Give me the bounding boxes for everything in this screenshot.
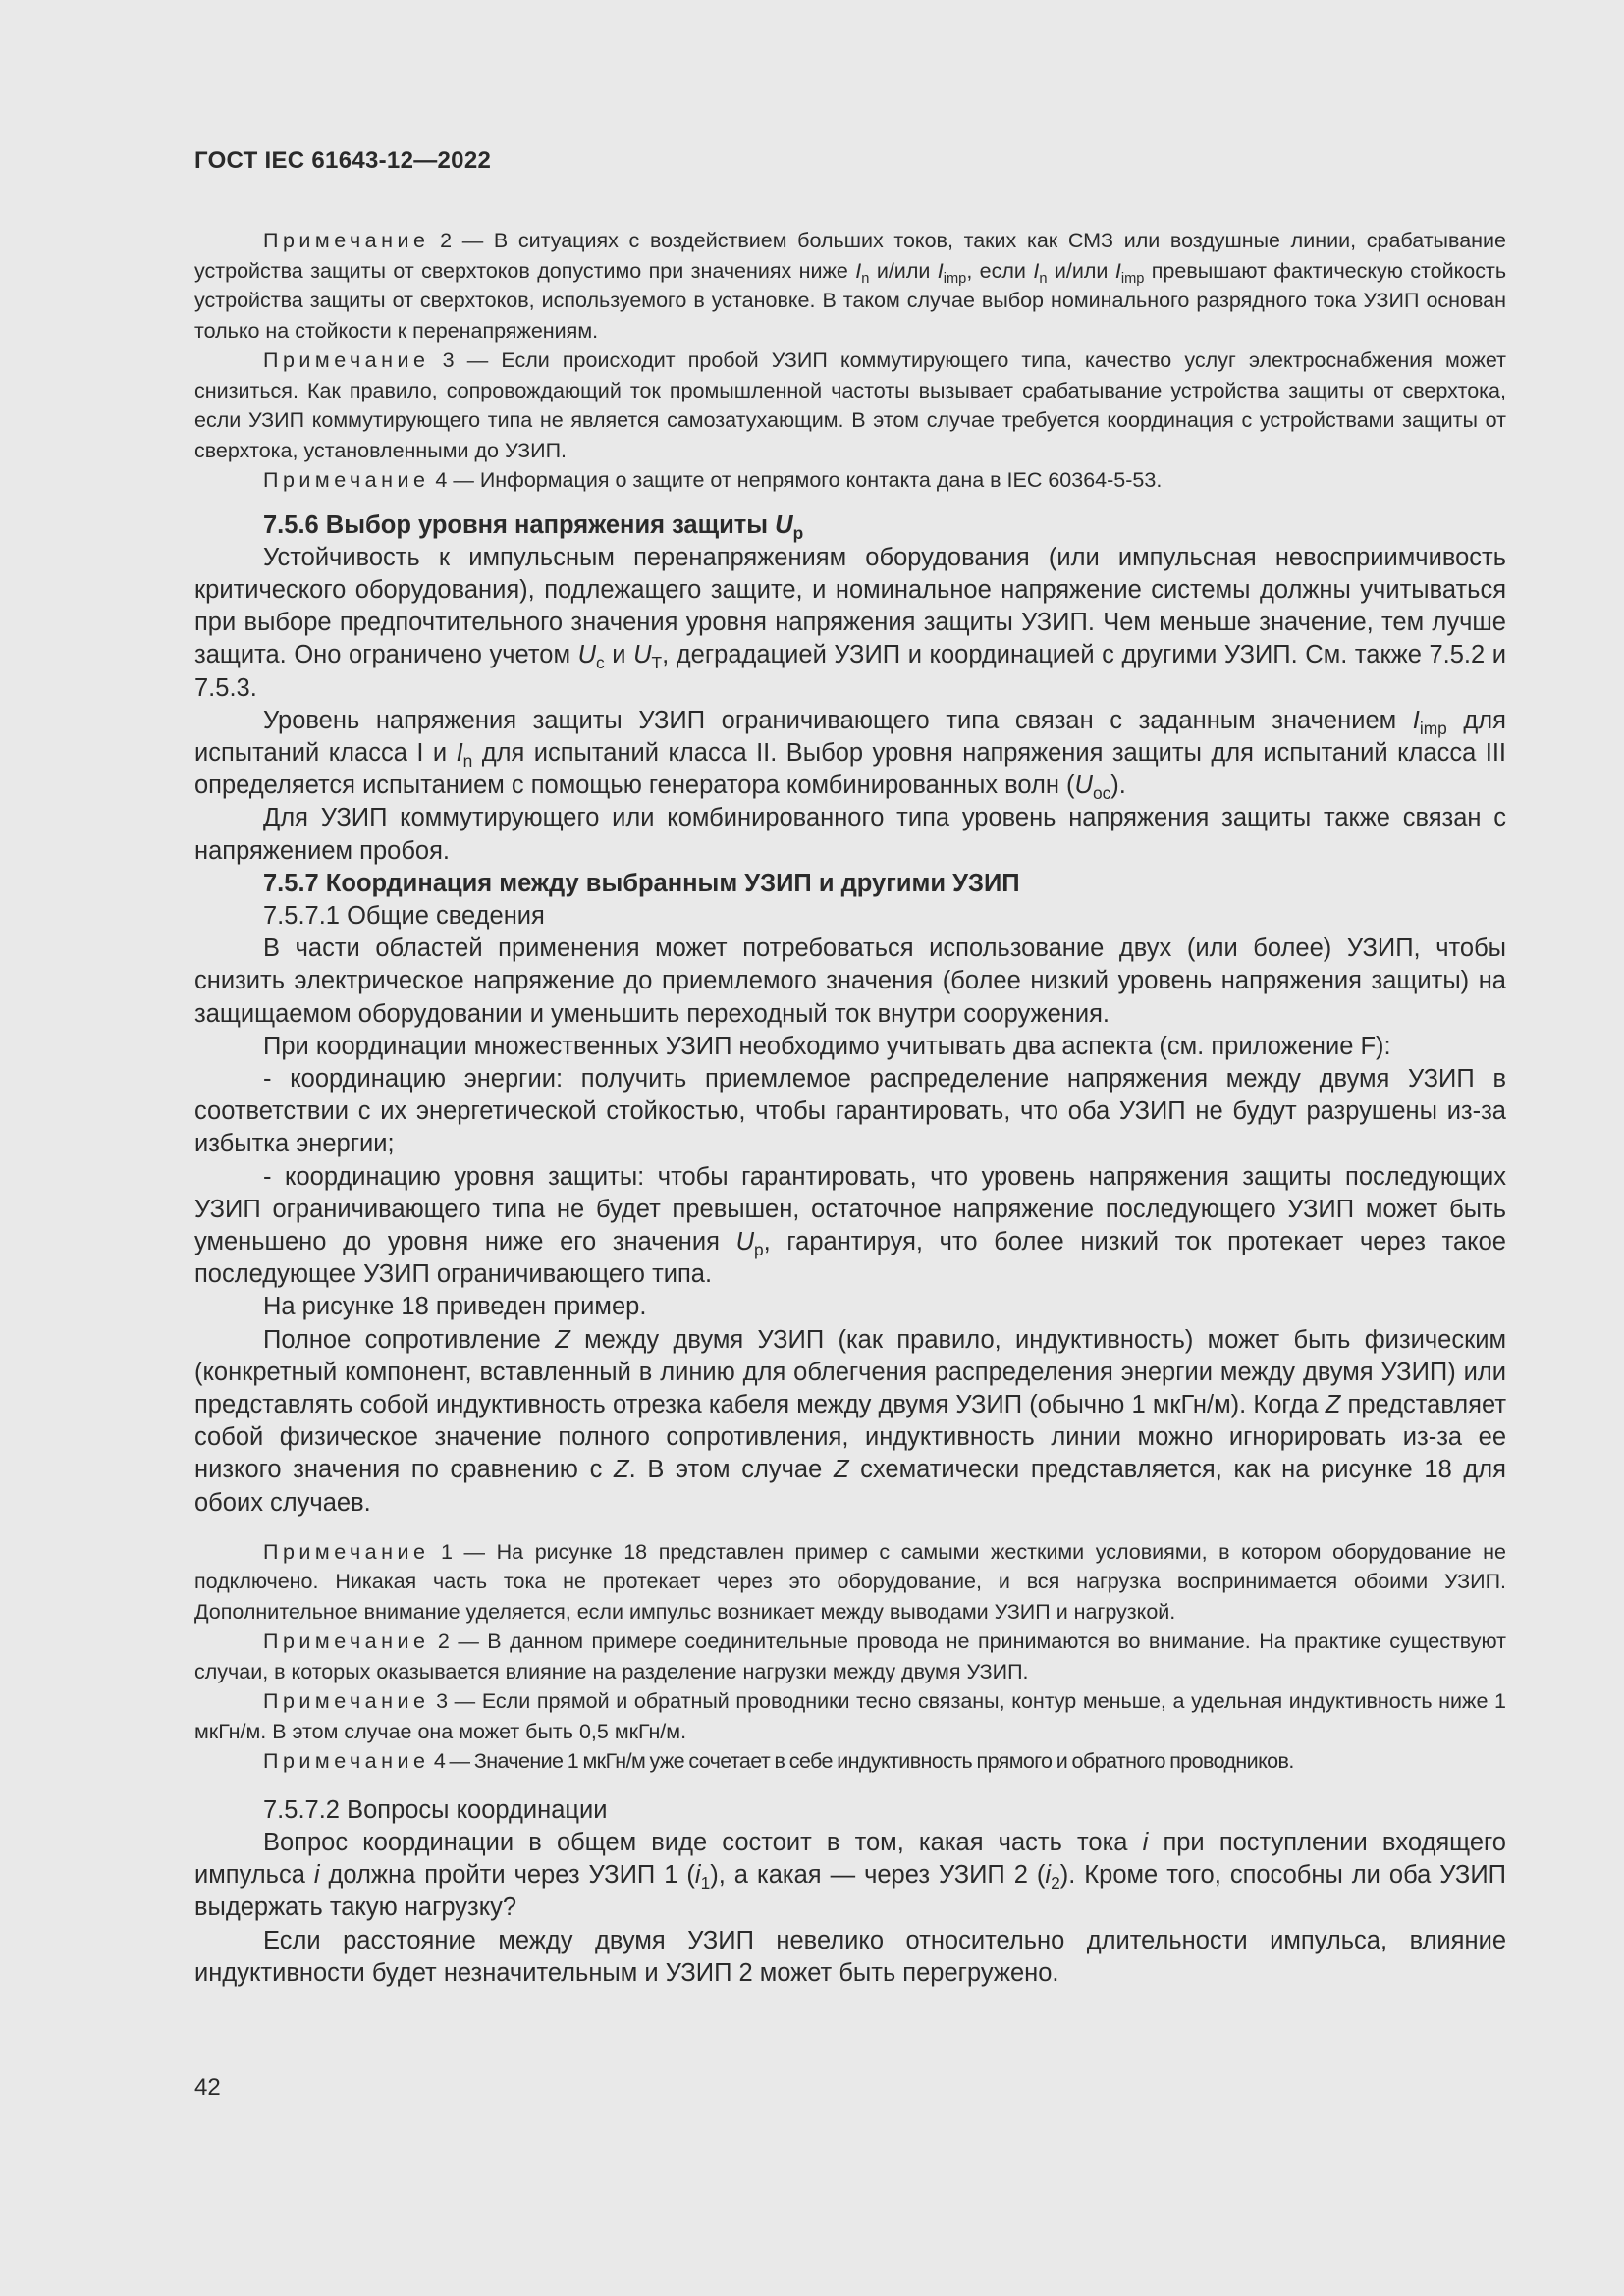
- note-label: Примечание: [263, 229, 430, 252]
- note-2-top: [194, 226, 1506, 346]
- paragraph: Полное сопротивление Z между двумя УЗИП (как правило, индуктивность) может быть физическим (конкретный компонент, вставленный в линию для облегчения распределения энергии между двумя УЗИП) или представлять собой индуктивность отрезка кабеля между двумя УЗИП (обычно 1 мкГн/м). Когда Z представляет собой физическое значение полного сопротивления, индуктивность линии можно игнорировать из-за ее низкого значения по сравнению с Z. В этом случае Z схематически представляется, как на рисунке 18 для обоих случаев.: [194, 1325, 1507, 1517]
- note-label: Примечание: [263, 1629, 430, 1654]
- paragraph: При координации множественных УЗИП необходимо учитывать два аспекта (см. приложение F):: [263, 1032, 1391, 1060]
- paragraph: Если расстояние между двумя УЗИП невелико относительно длительности импульса, влияние индуктивности будет незначительным и УЗИП 2 может быть перегружено.: [194, 1926, 1506, 1987]
- section-heading-7-5-7: 7.5.7 Координация между выбранным УЗИП и другими УЗИП: [263, 869, 1020, 897]
- note-text: 3 — Если происходит пробой УЗИП коммутирующего типа, качество услуг электроснабжения может снизиться. Как правило, сопровождающий ток промышленной частоты вызывает срабатывание устройства защиты от сверхтока, если УЗИП коммутирующего типа не является самозатухающим. В этом случае требуется координация с устройствами защиты от сверхтока, установленными до УЗИП.: [194, 348, 1506, 462]
- note-label: Примечание: [263, 1749, 430, 1774]
- note-label: Примечание: [263, 1539, 430, 1564]
- note-label: Примечание: [263, 348, 430, 372]
- note-3-top: [194, 346, 1506, 465]
- note-2-mid: [194, 1627, 1506, 1686]
- subsection-heading-7-5-7-1: 7.5.7.1 Общие сведения: [263, 901, 545, 930]
- paragraph: Уровень напряжения защиты УЗИП ограничивающего типа связан с заданным значением $I_{imp}$ для испытаний класса I и $I_n$ для испытаний класса II. Выбор уровня напряжения защиты для испытаний класса III определяется испытанием с помощью генератора комбинированных волн $(U_{oc})$.: [194, 706, 1506, 804]
- note-text: 2 — В ситуациях с воздействием больших токов, таких как СМЗ или воздушные линии, срабатывание устройства защиты от сверхтоков допустимо при значениях ниже $I_n$ и/или $I_{imp}$, если $I_n$ и/или $I_{imp}$ превышают фактическую стойкость устройства защиты от сверхтоков, используемого в установке. В таком случае выбор номинального разрядного тока УЗИП основан только на стойкости к перенапряжениям.: [194, 229, 1507, 343]
- paragraph: Для УЗИП коммутирующего или комбинированного типа уровень напряжения защиты также связан с напряжением пробоя.: [194, 804, 1506, 865]
- note-text: 3 — Если прямой и обратный проводники тесно связаны, контур меньше, а удельная индуктивность ниже 1 мкГн/м. В этом случае она может быть 0,5 мкГн/м.: [194, 1689, 1506, 1743]
- note-text: 4 — Информация о защите от непрямого контакта дана в IEC 60364-5-53.: [429, 468, 1163, 492]
- paragraph: Вопрос координации в общем виде состоит в том, какая часть тока i при поступлении входящего импульса i должна пройти через УЗИП 1 $(i_1)$, а какая — через УЗИП 2 $(i_2)$. Кроме того, способны ли оба УЗИП выдержать такую нагрузку?: [194, 1829, 1506, 1922]
- subsection-heading-7-5-7-2: 7.5.7.2 Вопросы координации: [263, 1795, 608, 1824]
- paragraph: В части областей применения может потребоваться использование двух (или более) УЗИП, чтобы снизить электрическое напряжение до приемлемого значения (более низкий уровень напряжения защиты) на защищаемом оборудовании и уменьшить переходный ток внутри сооружения.: [194, 934, 1506, 1028]
- note-text: 1 — На рисунке 18 представлен пример с самыми жесткими условиями, в котором оборудование не подключено. Никакая часть тока не протекает через это оборудование, и вся нагрузка воспринимается обоими УЗИП. Дополнительное внимание уделяется, если импульс возникает между выводами УЗИП и нагрузкой.: [194, 1539, 1506, 1624]
- document-page: [194, 0, 1506, 2296]
- list-item: - координацию энергии: получить приемлемое распределение напряжения между двумя УЗИП в соответствии с их энергетической стойкостью, чтобы гарантировать, что оба УЗИП не будут разрушены из-за избытка энергии;: [194, 1064, 1506, 1158]
- note-label: Примечание: [263, 1689, 430, 1714]
- note-4-top: [194, 465, 1506, 496]
- note-text: 4 — Значение 1 мкГн/м уже сочетает в себе индуктивность прямого и обратного проводников.: [429, 1749, 1294, 1774]
- section-heading-7-5-6: 7.5.6 Выбор уровня напряжения защиты $U_p$: [263, 510, 804, 543]
- page-header: ГОСТ IEC 61643-12—2022: [194, 147, 492, 174]
- note-4-mid: [194, 1746, 1506, 1777]
- page-content: [194, 226, 1506, 1990]
- note-label: Примечание: [263, 468, 430, 492]
- paragraph: На рисунке 18 приведен пример.: [263, 1293, 647, 1321]
- page-number: 42: [194, 2074, 221, 2101]
- note-text: 2 — В данном примере соединительные провода не принимаются во внимание. На практике существуют случаи, в которых оказывается влияние на разделение нагрузки между двумя УЗИП.: [194, 1629, 1506, 1683]
- note-1-mid: [194, 1537, 1506, 1628]
- list-item: - координацию уровня защиты: чтобы гарантировать, что уровень напряжения защиты последующих УЗИП ограничивающего типа не будет превышен, остаточное напряжение последующего УЗИП может быть уменьшено до уровня ниже его значения $U_p$, гарантируя, что более низкий ток протекает через такое последующее УЗИП ограничивающего типа.: [194, 1162, 1506, 1289]
- note-3-mid: [194, 1686, 1506, 1746]
- paragraph: Устойчивость к импульсным перенапряжениям оборудования (или импульсная невосприимчивость критического оборудования), подлежащего защите, и номинальное напряжение системы должны учитываться при выборе предпочтительного значения уровня напряжения защиты УЗИП. Чем меньше значение, тем лучше защита. Оно ограничено учетом $U_c$ и $U_T$, деградацией УЗИП и координацией с другими УЗИП. См. также 7.5.2 и 7.5.3.: [194, 543, 1507, 702]
